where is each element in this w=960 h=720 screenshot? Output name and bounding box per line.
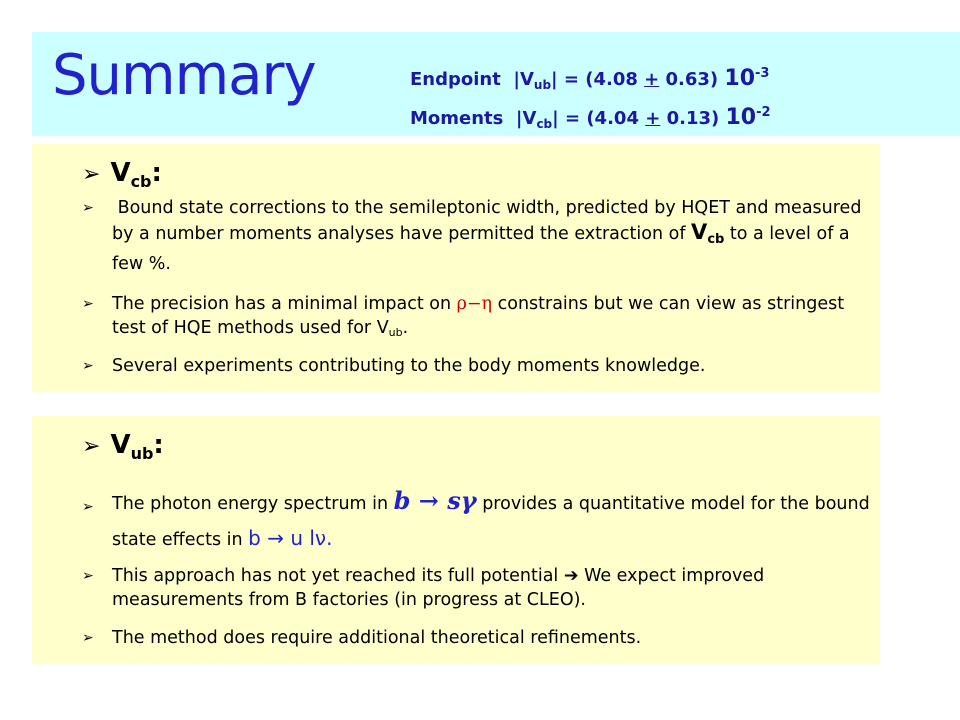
arrowhead-bullet-icon: ➢ bbox=[82, 200, 94, 216]
vub-item-3: ➢ The method does require additional theoretical refinements. bbox=[82, 628, 642, 648]
vub-box bbox=[32, 416, 880, 664]
moments-line: Moments $|V_{cb}| = (4.04 + 0.13)$ $10^{-2}$ bbox=[410, 105, 771, 131]
results-summary bbox=[410, 60, 771, 138]
arrowhead-bullet-icon: ➢ bbox=[82, 568, 94, 584]
arrowhead-bullet-icon: ➢ bbox=[82, 630, 94, 646]
endpoint-label: Endpoint bbox=[410, 69, 501, 90]
vub-heading: ➢ $V_{ub}$: bbox=[82, 430, 164, 463]
arrowhead-bullet-icon: ➢ bbox=[82, 434, 101, 459]
b-to-s-gamma-formula: b → sγ bbox=[393, 486, 477, 515]
slide-title: Summary bbox=[52, 43, 316, 108]
b-to-u-l-nu-formula: b → u lν. bbox=[248, 526, 333, 550]
endpoint-line: Endpoint $|V_{ub}| = (4.08 + 0.63)$ $10^{-3}$ bbox=[410, 66, 770, 92]
vcb-item-2: ➢ The precision has a minimal impact on ρ−η constrains but we can view as stringest test of HQE methods used for $V_{ub}$. bbox=[82, 294, 845, 339]
vub-item-2: ➢ This approach has not yet reached its full potential ➔ We expect improved measurements from B factories (in progress at CLEO). bbox=[82, 566, 765, 610]
arrowhead-bullet-icon: ➢ bbox=[82, 499, 94, 515]
rho-eta-symbol: ρ−η bbox=[456, 294, 493, 314]
vcb-item-1: ➢ Bound state corrections to the semileptonic width, predicted by HQET and measured by a number moments analyses have permitted the extraction of $V_{cb}$ to a level of a few %. bbox=[82, 198, 862, 274]
arrowhead-bullet-icon: ➢ bbox=[82, 358, 94, 374]
vcb-heading: ➢ $V_{cb}$: bbox=[82, 158, 162, 191]
arrowhead-bullet-icon: ➢ bbox=[82, 296, 94, 312]
vcb-item-3: ➢ Several experiments contributing to the body moments knowledge. bbox=[82, 356, 706, 376]
vub-item-1: ➢ The photon energy spectrum in b → sγ provides a quantitative model for the bound state effects in b → u lν. bbox=[82, 486, 870, 550]
arrowhead-bullet-icon: ➢ bbox=[82, 162, 101, 187]
vcb-box bbox=[32, 144, 880, 392]
moments-label: Moments bbox=[410, 108, 504, 129]
